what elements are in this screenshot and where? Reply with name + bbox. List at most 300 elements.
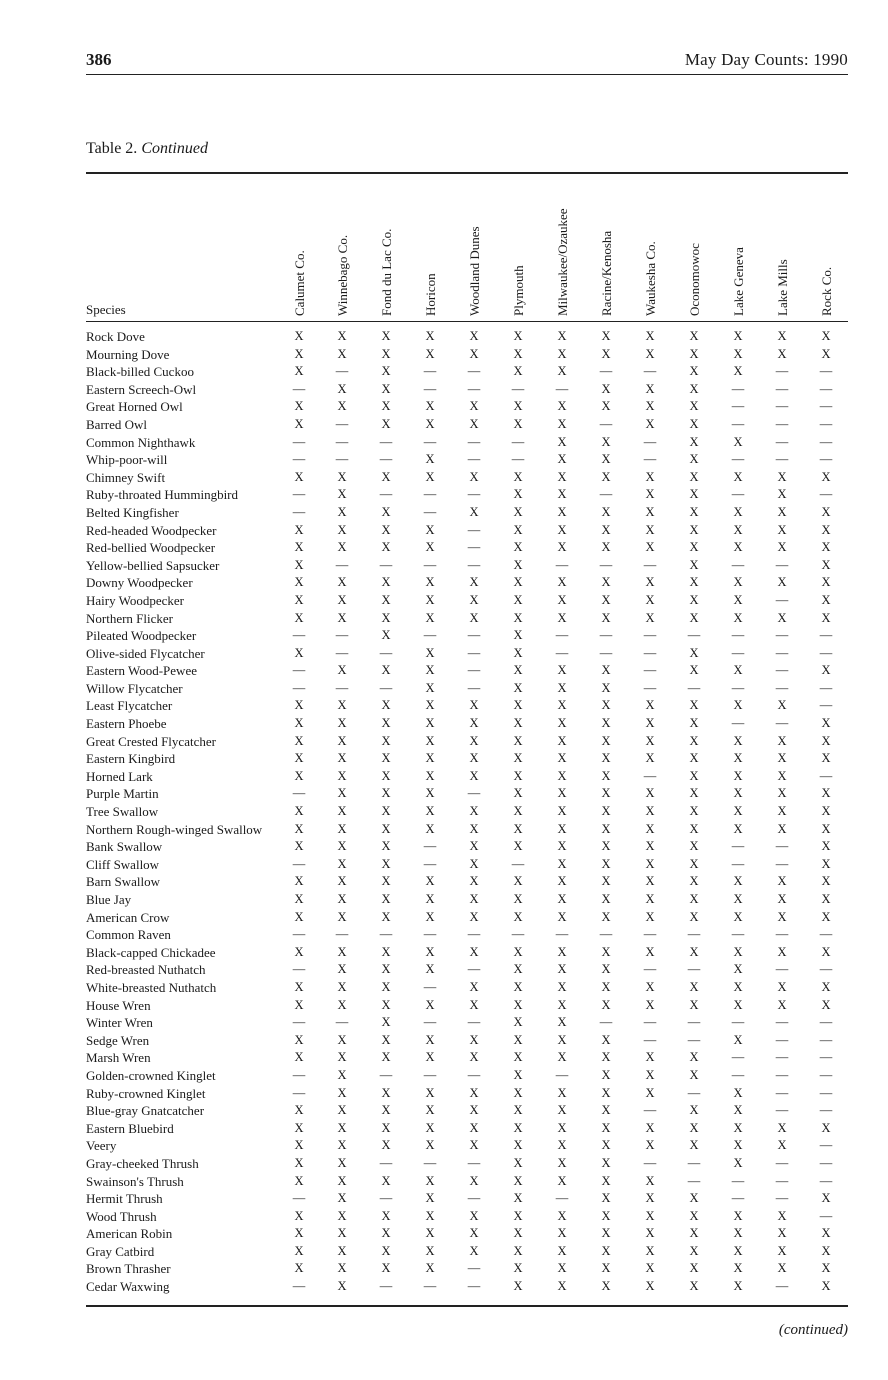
presence-mark: X <box>469 329 479 343</box>
presence-mark: X <box>337 733 347 748</box>
presence-mark: — <box>555 557 569 572</box>
presence-mark: — <box>819 399 833 414</box>
presence-mark: — <box>423 557 437 572</box>
presence-mark: — <box>687 1155 701 1170</box>
presence-mark: X <box>557 1050 567 1065</box>
presence-mark: X <box>381 399 391 414</box>
table-row <box>86 574 848 592</box>
presence-mark: X <box>733 1243 743 1258</box>
presence-mark: X <box>294 1226 304 1241</box>
presence-mark: X <box>777 522 787 537</box>
presence-mark: X <box>601 698 611 713</box>
presence-mark: — <box>643 962 657 977</box>
presence-mark: — <box>819 1208 833 1223</box>
presence-mark: X <box>294 364 304 379</box>
presence-mark: — <box>467 680 481 695</box>
presence-mark: X <box>557 610 567 625</box>
caption-prefix: Table 2. <box>86 140 142 157</box>
presence-mark: X <box>557 1279 567 1294</box>
presence-mark: X <box>601 504 611 519</box>
presence-mark: X <box>689 592 699 607</box>
presence-mark: X <box>821 610 831 625</box>
presence-mark: X <box>381 979 391 994</box>
presence-mark: — <box>423 979 437 994</box>
presence-mark: X <box>513 645 523 660</box>
presence-mark: X <box>469 839 479 854</box>
presence-mark: X <box>733 575 743 590</box>
presence-mark: X <box>469 1103 479 1118</box>
running-title: May Day Counts: 1990 <box>684 50 848 69</box>
presence-mark: X <box>733 751 743 766</box>
presence-mark: — <box>731 1173 745 1188</box>
header-rule <box>86 74 848 75</box>
presence-mark: — <box>467 1155 481 1170</box>
table-row <box>86 1260 848 1278</box>
presence-mark: X <box>337 663 347 678</box>
presence-mark: — <box>555 1067 569 1082</box>
table-row <box>86 381 848 399</box>
table-row <box>86 1085 848 1103</box>
presence-mark: X <box>777 504 787 519</box>
presence-mark: X <box>821 329 831 343</box>
presence-mark: — <box>467 540 481 555</box>
presence-mark: X <box>381 821 391 836</box>
presence-mark: — <box>819 487 833 502</box>
presence-mark: X <box>733 434 743 449</box>
presence-mark: X <box>381 663 391 678</box>
species-name: White-breasted Nuthatch <box>86 979 217 995</box>
presence-mark: — <box>599 487 613 502</box>
species-name: Northern Flicker <box>86 610 174 626</box>
table-row <box>86 680 848 698</box>
presence-mark: X <box>777 469 787 484</box>
presence-mark: X <box>469 768 479 783</box>
presence-mark: X <box>294 751 304 766</box>
presence-mark: X <box>513 610 523 625</box>
presence-mark: X <box>777 329 787 343</box>
presence-mark: X <box>469 716 479 731</box>
presence-mark: X <box>294 1050 304 1065</box>
presence-mark: X <box>337 1261 347 1276</box>
table-row <box>86 1173 848 1191</box>
presence-mark: — <box>467 1261 481 1276</box>
presence-mark: X <box>425 1173 435 1188</box>
presence-mark: — <box>775 1067 789 1082</box>
presence-mark: X <box>294 416 304 431</box>
presence-mark: X <box>425 416 435 431</box>
table-row <box>86 1155 848 1173</box>
presence-mark: X <box>645 786 655 801</box>
table-row <box>86 363 848 381</box>
presence-mark: X <box>294 804 304 819</box>
presence-mark: X <box>557 856 567 871</box>
presence-mark: — <box>731 557 745 572</box>
presence-mark: — <box>775 839 789 854</box>
presence-mark: X <box>337 575 347 590</box>
presence-mark: X <box>821 540 831 555</box>
presence-mark: X <box>381 628 391 643</box>
presence-mark: — <box>467 645 481 660</box>
presence-mark: — <box>555 927 569 942</box>
presence-mark: X <box>381 909 391 924</box>
presence-mark: — <box>819 434 833 449</box>
presence-mark: — <box>643 1015 657 1030</box>
presence-mark: X <box>645 381 655 396</box>
presence-mark: X <box>601 856 611 871</box>
presence-mark: X <box>425 1261 435 1276</box>
presence-mark: X <box>557 698 567 713</box>
presence-mark: X <box>425 1243 435 1258</box>
presence-mark: — <box>599 557 613 572</box>
species-name: Red-headed Woodpecker <box>86 522 217 538</box>
species-name: Eastern Screech-Owl <box>86 381 197 397</box>
presence-mark: X <box>601 1085 611 1100</box>
presence-mark: X <box>733 1261 743 1276</box>
presence-mark: X <box>381 1103 391 1118</box>
presence-mark: X <box>733 522 743 537</box>
table-row <box>86 434 848 452</box>
presence-mark: X <box>777 1138 787 1153</box>
species-name: Wood Thrush <box>86 1208 157 1224</box>
presence-mark: X <box>601 540 611 555</box>
presence-mark: X <box>777 751 787 766</box>
column-header-label: Winnebago Co. <box>335 234 350 316</box>
presence-mark: X <box>601 434 611 449</box>
presence-mark: — <box>687 1032 701 1047</box>
presence-mark: X <box>381 856 391 871</box>
table-row <box>86 469 848 487</box>
presence-mark: X <box>557 663 567 678</box>
presence-mark: X <box>689 381 699 396</box>
presence-mark: X <box>381 839 391 854</box>
presence-mark: X <box>294 1261 304 1276</box>
table-row <box>86 486 848 504</box>
presence-mark: X <box>733 1155 743 1170</box>
presence-mark: — <box>292 927 306 942</box>
presence-mark: X <box>513 592 523 607</box>
presence-mark: — <box>555 628 569 643</box>
presence-mark: — <box>775 1155 789 1170</box>
presence-mark: X <box>469 346 479 361</box>
presence-mark: — <box>379 927 393 942</box>
species-table-body <box>86 328 848 1296</box>
presence-mark: X <box>294 874 304 889</box>
presence-mark: X <box>733 1103 743 1118</box>
presence-mark: X <box>645 856 655 871</box>
presence-mark: — <box>643 628 657 643</box>
presence-mark: X <box>425 1208 435 1223</box>
presence-mark: X <box>601 768 611 783</box>
presence-mark: — <box>467 1015 481 1030</box>
presence-mark: X <box>689 997 699 1012</box>
species-name: Ruby-crowned Kinglet <box>86 1085 206 1101</box>
presence-mark: — <box>775 452 789 467</box>
table-row <box>86 891 848 909</box>
presence-mark: — <box>423 839 437 854</box>
presence-mark: X <box>381 1015 391 1030</box>
species-name: Blue Jay <box>86 892 132 907</box>
presence-mark: — <box>731 628 745 643</box>
presence-mark: — <box>292 856 306 871</box>
presence-mark: X <box>425 469 435 484</box>
table-row <box>86 1190 848 1208</box>
presence-mark: X <box>425 962 435 977</box>
presence-mark: X <box>777 786 787 801</box>
presence-mark: X <box>733 346 743 361</box>
presence-mark: X <box>513 979 523 994</box>
presence-mark: — <box>775 856 789 871</box>
table-row <box>86 1243 848 1261</box>
presence-mark: X <box>513 716 523 731</box>
presence-mark: X <box>777 1226 787 1241</box>
presence-mark: — <box>292 1015 306 1030</box>
presence-mark: — <box>467 1279 481 1294</box>
presence-mark: X <box>821 575 831 590</box>
presence-mark: X <box>645 804 655 819</box>
presence-mark: — <box>467 962 481 977</box>
presence-mark: — <box>731 381 745 396</box>
presence-mark: — <box>643 663 657 678</box>
presence-mark: X <box>381 1138 391 1153</box>
presence-mark: X <box>381 1226 391 1241</box>
presence-mark: X <box>381 1261 391 1276</box>
presence-mark: X <box>557 962 567 977</box>
presence-mark: X <box>381 733 391 748</box>
presence-mark: X <box>337 716 347 731</box>
presence-mark: X <box>733 698 743 713</box>
table-row <box>86 838 848 856</box>
table-row <box>86 750 848 768</box>
presence-mark: X <box>337 610 347 625</box>
presence-mark: X <box>469 856 479 871</box>
table-row <box>86 1014 848 1032</box>
presence-mark: X <box>645 399 655 414</box>
presence-mark: — <box>467 927 481 942</box>
presence-mark: — <box>687 927 701 942</box>
presence-mark: X <box>733 1032 743 1047</box>
presence-mark: X <box>557 892 567 906</box>
presence-mark: X <box>469 1173 479 1188</box>
presence-mark: X <box>821 909 831 924</box>
presence-mark: X <box>645 733 655 748</box>
table-row <box>86 592 848 610</box>
presence-mark: X <box>689 346 699 361</box>
presence-mark: X <box>733 733 743 748</box>
presence-mark: X <box>557 1085 567 1100</box>
presence-mark: — <box>292 381 306 396</box>
table-row <box>86 768 848 786</box>
presence-mark: — <box>599 628 613 643</box>
presence-mark: X <box>557 399 567 414</box>
presence-mark: — <box>335 927 349 942</box>
presence-mark: — <box>687 1173 701 1188</box>
presence-mark: X <box>689 399 699 414</box>
presence-mark: — <box>335 1015 349 1030</box>
presence-mark: — <box>643 1032 657 1047</box>
table-row <box>86 1102 848 1120</box>
presence-mark: — <box>335 434 349 449</box>
presence-mark: X <box>689 1261 699 1276</box>
species-name: Bank Swallow <box>86 839 163 855</box>
presence-mark: — <box>775 592 789 607</box>
presence-mark: X <box>469 751 479 766</box>
presence-mark: X <box>645 839 655 854</box>
presence-mark: — <box>819 680 833 695</box>
presence-mark: X <box>557 504 567 519</box>
presence-mark: — <box>467 381 481 396</box>
presence-mark: — <box>731 839 745 854</box>
presence-mark: — <box>819 364 833 379</box>
presence-mark: X <box>469 592 479 607</box>
presence-mark: — <box>423 364 437 379</box>
column-header-label: Lake Geneva <box>731 247 746 316</box>
presence-mark: X <box>689 1103 699 1118</box>
presence-mark: X <box>557 346 567 361</box>
presence-mark: — <box>731 680 745 695</box>
presence-mark: X <box>689 698 699 713</box>
presence-mark: — <box>467 628 481 643</box>
presence-mark: — <box>423 1067 437 1082</box>
table-row <box>86 944 848 962</box>
table-row <box>86 522 848 540</box>
table-row <box>86 662 848 680</box>
presence-mark: — <box>423 504 437 519</box>
presence-mark: X <box>689 821 699 836</box>
presence-mark: — <box>467 452 481 467</box>
presence-mark: — <box>643 927 657 942</box>
presence-mark: — <box>335 645 349 660</box>
presence-mark: X <box>294 1155 304 1170</box>
presence-mark: X <box>689 979 699 994</box>
presence-mark: — <box>775 645 789 660</box>
presence-mark: X <box>689 575 699 590</box>
presence-mark: — <box>687 628 701 643</box>
presence-mark: X <box>601 610 611 625</box>
presence-mark: X <box>469 469 479 484</box>
table-row <box>86 1032 848 1050</box>
presence-mark: X <box>469 874 479 889</box>
presence-mark: — <box>731 1050 745 1065</box>
presence-mark: X <box>645 1138 655 1153</box>
presence-mark: X <box>689 610 699 625</box>
presence-mark: — <box>775 399 789 414</box>
table-row <box>86 997 848 1015</box>
presence-mark: — <box>555 645 569 660</box>
presence-mark: X <box>645 1191 655 1206</box>
presence-mark: X <box>381 698 391 713</box>
presence-mark: X <box>381 540 391 555</box>
presence-mark: X <box>777 1261 787 1276</box>
presence-mark: X <box>381 962 391 977</box>
species-name: Brown Thrasher <box>86 1261 171 1277</box>
presence-mark: X <box>777 346 787 361</box>
presence-mark: X <box>337 944 347 959</box>
presence-mark: — <box>643 768 657 783</box>
presence-mark: X <box>601 1138 611 1153</box>
presence-mark: X <box>733 1120 743 1135</box>
presence-mark: — <box>731 487 745 502</box>
presence-mark: X <box>337 1155 347 1170</box>
presence-mark: X <box>777 610 787 625</box>
presence-mark: — <box>775 927 789 942</box>
table-row <box>86 715 848 733</box>
presence-mark: X <box>337 786 347 801</box>
presence-mark: X <box>821 1120 831 1135</box>
species-name: Barn Swallow <box>86 874 161 890</box>
presence-mark: X <box>645 1067 655 1082</box>
presence-mark: X <box>777 892 787 906</box>
presence-mark: X <box>294 399 304 414</box>
presence-mark: X <box>777 979 787 994</box>
presence-mark: X <box>294 346 304 361</box>
presence-mark: X <box>557 522 567 537</box>
presence-mark: X <box>381 874 391 889</box>
presence-mark: X <box>425 346 435 361</box>
species-name: Whip-poor-will <box>86 452 168 468</box>
presence-mark: — <box>731 1015 745 1030</box>
presence-mark: X <box>425 1120 435 1135</box>
presence-mark: X <box>733 997 743 1012</box>
column-header-label: Rock Co. <box>819 266 834 316</box>
presence-mark: X <box>733 592 743 607</box>
presence-mark: X <box>513 1120 523 1135</box>
presence-mark: — <box>819 962 833 977</box>
presence-mark: X <box>645 944 655 959</box>
presence-mark: X <box>733 540 743 555</box>
presence-mark: X <box>513 751 523 766</box>
presence-mark: X <box>557 1261 567 1276</box>
presence-mark: X <box>425 786 435 801</box>
presence-mark: X <box>469 1120 479 1135</box>
presence-mark: X <box>557 540 567 555</box>
species-name: Winter Wren <box>86 1015 153 1031</box>
presence-mark: X <box>557 839 567 854</box>
column-header-label: Calumet Co. <box>292 250 307 316</box>
presence-mark: X <box>513 487 523 502</box>
species-name: Black-billed Cuckoo <box>86 364 194 380</box>
presence-mark: X <box>557 1138 567 1153</box>
presence-mark: X <box>821 504 831 519</box>
presence-mark: — <box>643 434 657 449</box>
presence-mark: — <box>775 1173 789 1188</box>
presence-mark: X <box>777 1243 787 1258</box>
presence-mark: X <box>733 962 743 977</box>
table-row <box>86 645 848 663</box>
presence-mark: X <box>601 452 611 467</box>
table-row <box>86 504 848 522</box>
presence-mark: — <box>819 1050 833 1065</box>
presence-mark: X <box>689 1138 699 1153</box>
continued-note: (continued) <box>778 1322 848 1338</box>
presence-mark: — <box>511 856 525 871</box>
table-row <box>86 1067 848 1085</box>
presence-mark: — <box>511 381 525 396</box>
presence-mark: X <box>601 786 611 801</box>
presence-mark: X <box>513 909 523 924</box>
presence-mark: X <box>469 944 479 959</box>
presence-mark: X <box>425 804 435 819</box>
presence-mark: X <box>425 645 435 660</box>
species-name: Tree Swallow <box>86 804 159 820</box>
presence-mark: X <box>601 804 611 819</box>
column-header-label: Racine/Kenosha <box>599 230 614 316</box>
presence-mark: X <box>557 909 567 924</box>
presence-mark: X <box>337 1226 347 1241</box>
presence-mark: X <box>513 504 523 519</box>
presence-mark: X <box>689 1120 699 1135</box>
presence-mark: — <box>731 452 745 467</box>
presence-mark: X <box>294 979 304 994</box>
